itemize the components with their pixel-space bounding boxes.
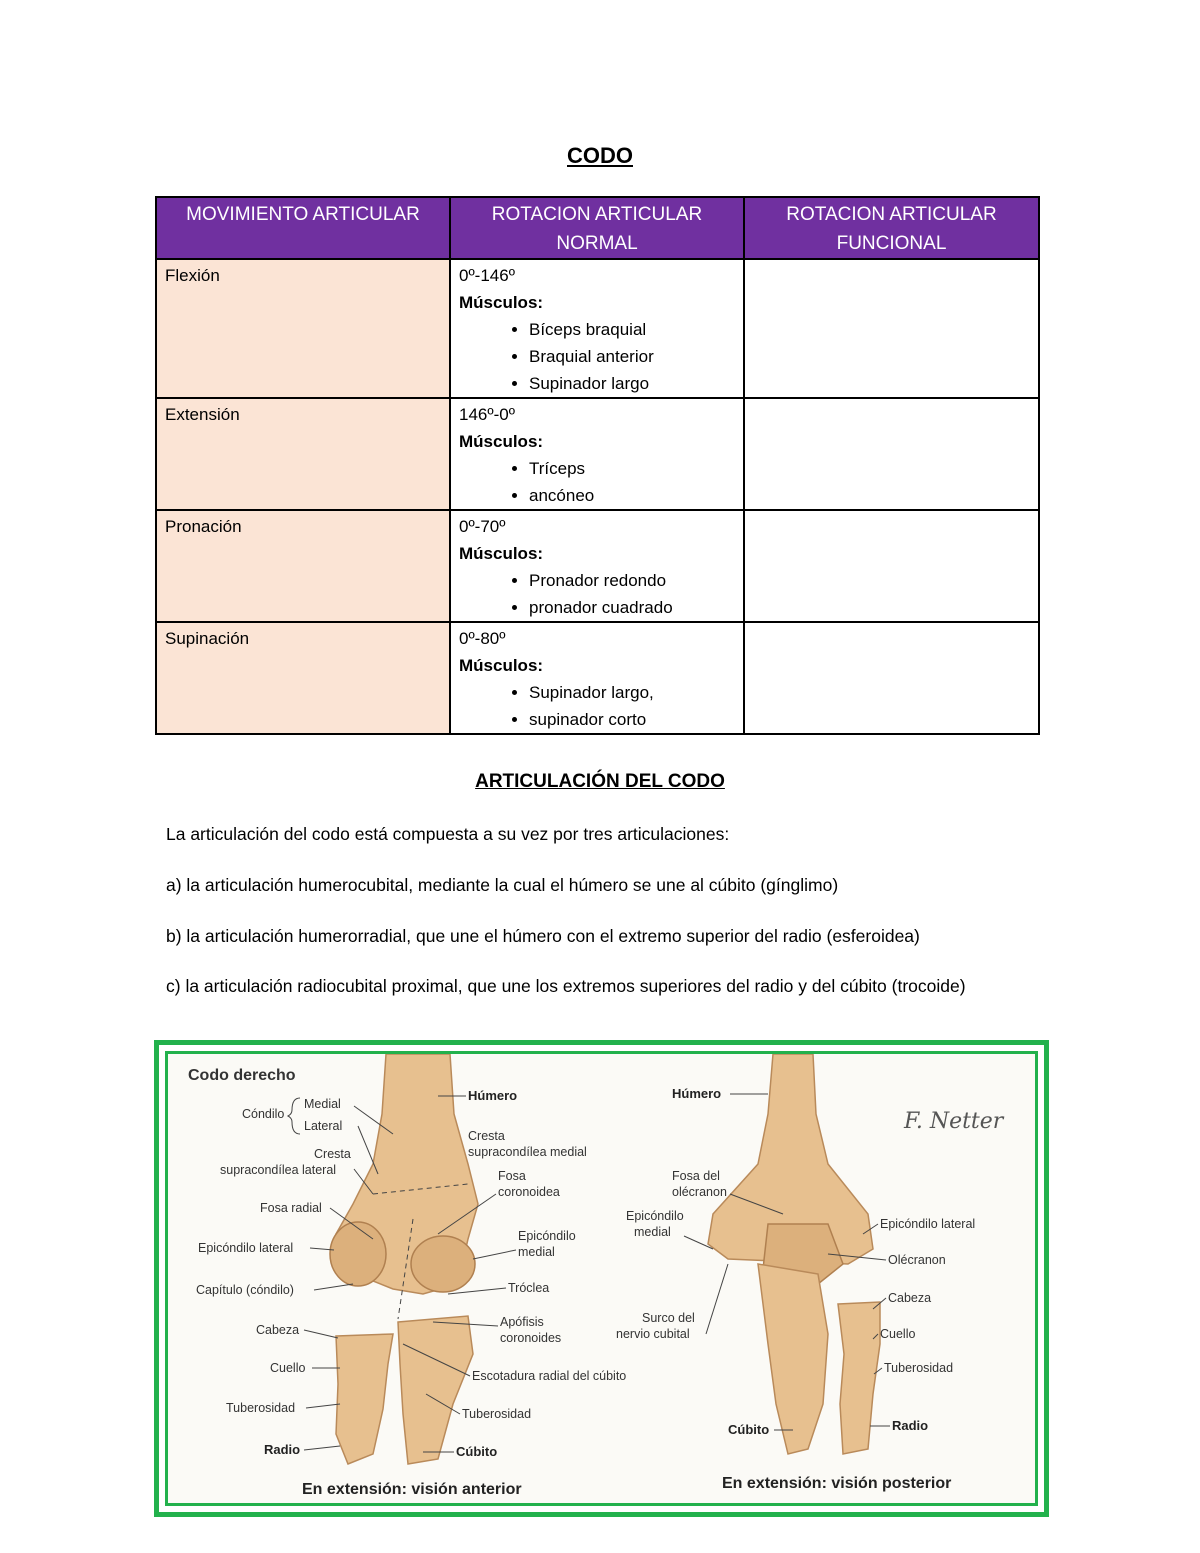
- muscle-list: [459, 567, 735, 621]
- label-cresta-medial-1: Cresta: [468, 1129, 505, 1143]
- muscle-item: • supinador corto: [529, 706, 735, 733]
- anterior-trochlea: [411, 1236, 475, 1292]
- label-cubito-posterior: Cúbito: [728, 1422, 770, 1437]
- label-olecranon: Olécranon: [888, 1253, 946, 1267]
- header-movement: MOVIMIENTO ARTICULAR: [156, 197, 450, 259]
- anterior-capitulum: [330, 1222, 386, 1286]
- label-fosa-coronoidea-1: Fosa: [498, 1169, 526, 1183]
- label-cuello-posterior: Cuello: [880, 1327, 916, 1341]
- muscles-label: Músculos:: [459, 432, 544, 451]
- table-row: [156, 259, 1039, 398]
- header-normal-rotation: ROTACION ARTICULAR NORMAL: [450, 197, 744, 259]
- label-fosa-olecranon-1: Fosa del: [672, 1169, 720, 1183]
- muscle-item: • Braquial anterior: [529, 343, 735, 370]
- condyle-brace: [288, 1098, 300, 1134]
- muscles-label: Músculos:: [459, 544, 544, 563]
- muscle-list: [459, 679, 735, 733]
- elbow-illustration: [154, 1040, 1049, 1517]
- muscle-item: • Pronador redondo: [529, 567, 735, 594]
- range-cell: [450, 398, 744, 510]
- elbow-diagram: [168, 1054, 1038, 1506]
- label-apofisis-1: Apófisis: [500, 1315, 544, 1329]
- label-tuberosidad-cubito: Tuberosidad: [462, 1407, 532, 1421]
- muscle-item: • pronador cuadrado: [529, 594, 735, 621]
- label-humero: Húmero: [468, 1088, 518, 1103]
- figure-title: Codo derecho: [188, 1067, 296, 1084]
- range-cell: [450, 259, 744, 398]
- label-troclea: Tróclea: [508, 1281, 550, 1295]
- leader-cabeza: [304, 1330, 338, 1338]
- functional-cell: [744, 259, 1039, 398]
- range-of-motion-table: [155, 196, 1040, 735]
- paragraph-c: c) la articulación radiocubital proximal, que une los extremos superiores del radio y del cúbito (trocoide): [166, 976, 966, 996]
- muscle-list: [459, 316, 735, 397]
- posterior-radius: [838, 1302, 880, 1454]
- label-surco-2: nervio cubital: [616, 1327, 690, 1341]
- page-title: CODO: [567, 143, 633, 168]
- movement-cell: Pronación: [156, 510, 450, 622]
- label-cresta-medial-2: supracondílea medial: [468, 1145, 587, 1159]
- table-header-row: [156, 197, 1039, 259]
- range-value: 0º-146º: [459, 266, 515, 285]
- label-tuberosidad-radio: Tuberosidad: [226, 1401, 296, 1415]
- label-radio-posterior: Radio: [892, 1418, 929, 1433]
- leader-tuberosidad-radio: [306, 1404, 340, 1408]
- posterior-bones: [708, 1054, 880, 1454]
- movement-cell: Flexión: [156, 259, 450, 398]
- muscles-label: Músculos:: [459, 656, 544, 675]
- muscles-label: Músculos:: [459, 293, 544, 312]
- label-epicondilo-lateral: Epicóndilo lateral: [198, 1241, 294, 1255]
- table-row: [156, 622, 1039, 734]
- label-epicondilo-medial-2: medial: [518, 1245, 555, 1259]
- range-value: 146º-0º: [459, 405, 515, 424]
- range-value: 0º-80º: [459, 629, 506, 648]
- muscle-item: • ancóneo: [529, 482, 735, 509]
- label-epicondilo-medial-1: Epicóndilo: [518, 1229, 576, 1243]
- label-epicondilo-medial-posterior-1: Epicóndilo: [626, 1209, 684, 1223]
- illustration-panel: [165, 1051, 1038, 1506]
- label-cabeza: Cabeza: [256, 1323, 300, 1337]
- label-cresta-lateral-1: Cresta: [314, 1147, 351, 1161]
- label-tuberosidad-posterior: Tuberosidad: [884, 1361, 954, 1375]
- label-fosa-olecranon-2: olécranon: [672, 1185, 727, 1199]
- label-capitulo: Capítulo (cóndilo): [196, 1283, 294, 1297]
- muscle-item: • Supinador largo: [529, 370, 735, 397]
- anterior-ulna: [398, 1316, 473, 1464]
- label-medial: Medial: [304, 1097, 341, 1111]
- header-functional-rotation: ROTACION ARTICULAR FUNCIONAL: [744, 197, 1039, 259]
- functional-cell: [744, 622, 1039, 734]
- muscle-list: [459, 455, 735, 509]
- leader-capitulo: [314, 1284, 353, 1290]
- label-cresta-lateral-2: supracondílea lateral: [220, 1163, 337, 1177]
- label-lateral: Lateral: [304, 1119, 343, 1133]
- label-surco-1: Surco del: [642, 1311, 695, 1325]
- anterior-bones: [330, 1054, 478, 1464]
- functional-cell: [744, 398, 1039, 510]
- range-cell: [450, 622, 744, 734]
- caption-posterior: En extensión: visión posterior: [722, 1475, 952, 1492]
- intro-paragraph: La articulación del codo está compuesta a su vez por tres articulaciones:: [166, 824, 730, 844]
- label-condilo: Cóndilo: [242, 1107, 285, 1121]
- movement-cell: Extensión: [156, 398, 450, 510]
- label-fosa-coronoidea-2: coronoidea: [498, 1185, 560, 1199]
- label-fosa-radial: Fosa radial: [260, 1201, 322, 1215]
- label-cabeza-posterior: Cabeza: [888, 1291, 932, 1305]
- label-epicondilo-medial-posterior-2: medial: [634, 1225, 671, 1239]
- section-title: ARTICULACIÓN DEL CODO: [475, 771, 725, 792]
- functional-cell: [744, 510, 1039, 622]
- range-cell: [450, 510, 744, 622]
- paragraph-b: b) la articulación humerorradial, que une el húmero con el extremo superior del radio (esferoidea): [166, 926, 920, 946]
- table-row: [156, 510, 1039, 622]
- label-escotadura: Escotadura radial del cúbito: [472, 1369, 627, 1383]
- netter-signature: F. Netter: [904, 1109, 1004, 1134]
- leader-radio: [304, 1446, 340, 1450]
- muscle-item: • Supinador largo,: [529, 679, 735, 706]
- paragraph-a: a) la articulación humerocubital, mediante la cual el húmero se une al cúbito (gínglimo): [166, 875, 839, 895]
- anterior-radius: [336, 1334, 393, 1464]
- leader-epicondilo-medial: [473, 1250, 516, 1259]
- label-cubito-anterior: Cúbito: [456, 1444, 498, 1459]
- label-cuello: Cuello: [270, 1361, 306, 1375]
- label-apofisis-2: coronoides: [500, 1331, 562, 1345]
- label-epicondilo-lateral-posterior: Epicóndilo lateral: [880, 1217, 976, 1231]
- movement-cell: Supinación: [156, 622, 450, 734]
- muscle-item: • Tríceps: [529, 455, 735, 482]
- range-value: 0º-70º: [459, 517, 506, 536]
- label-humero-posterior: Húmero: [672, 1086, 722, 1101]
- leader-surco: [706, 1264, 728, 1334]
- caption-anterior: En extensión: visión anterior: [302, 1481, 522, 1498]
- table-row: [156, 398, 1039, 510]
- label-radio: Radio: [264, 1442, 301, 1457]
- muscle-item: • Bíceps braquial: [529, 316, 735, 343]
